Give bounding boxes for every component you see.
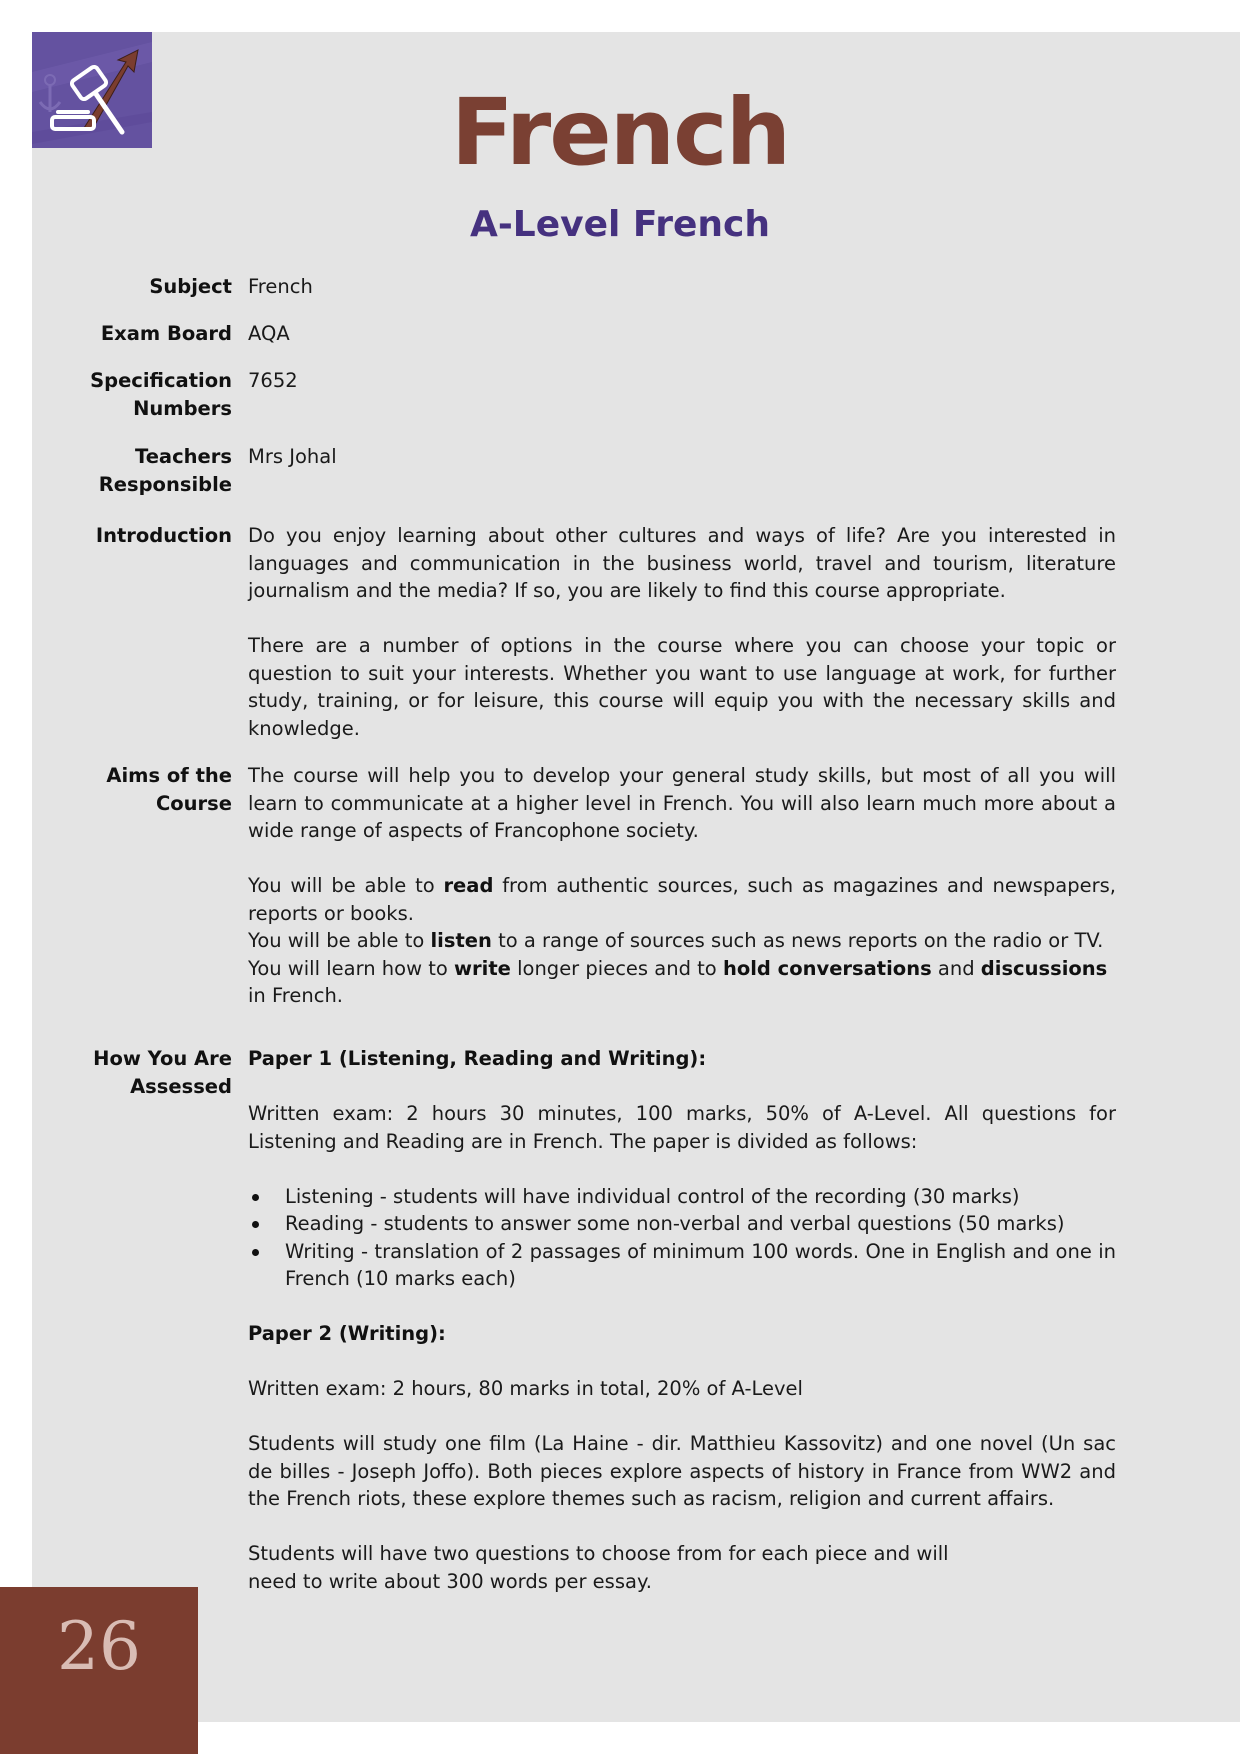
paper1-bullet: Reading - students to answer some non-verbal and verbal questions (50 marks) [248,1210,1116,1238]
introduction-label: Introduction [95,524,232,547]
aims-label [60,762,232,818]
introduction-paragraph: Do you enjoy learning about other cultures and ways of life? Are you interested in languages and communication in the business world, travel and tourism, literature journalism and the media? If so, you are likely to find this course appropriate. [248,524,1116,602]
page-title: French [450,79,790,186]
page-subtitle: A-Level French [470,204,770,245]
teachers-label [60,443,232,499]
assessment-body [248,1045,1116,1595]
exam-board-value: AQA [248,322,290,345]
aims-body [248,762,1116,1010]
paper1-heading: Paper 1 (Listening, Reading and Writing): [248,1047,707,1070]
specification-label-line2: Numbers [133,397,232,420]
paper2-heading: Paper 2 (Writing): [248,1322,446,1345]
teachers-label-line2: Responsible [98,473,232,496]
paper2-questions-line: need to write about 300 words per essay. [248,1569,652,1593]
introduction-body [248,522,1116,742]
aims-listen-line: You will be able to listen to a range of sources such as news reports on the radio or TV. [248,929,1104,952]
assessment-label-line1: How You Are [93,1047,232,1070]
paper1-bullet: Listening - students will have individual control of the recording (30 marks) [248,1183,1116,1211]
specification-value: 7652 [248,369,298,392]
aims-read-line: You will be able to read from authentic sources, such as magazines and newspapers, reports or books. [248,874,1116,925]
subject-label: Subject [149,275,232,298]
specification-label-line1: Specification [90,369,232,392]
assessment-label-line2: Assessed [130,1075,232,1098]
aims-paragraph: The course will help you to develop your general study skills, but most of all you will learn to communicate at a higher level in French. You will also learn much more about a wide range of aspects of Francophone society. [248,764,1116,842]
page-number: 26 [57,1608,141,1685]
paper1-bullet: Writing - translation of 2 passages of minimum 100 words. One in English and one in French (10 marks each) [248,1238,1116,1293]
introduction-paragraph: There are a number of options in the course where you can choose your topic or question to suit your interests. Whether you want to use language at work, for further study, training, or for leisure, this course will equip you with the necessary skills and knowledge. [248,634,1116,740]
teachers-value: Mrs Johal [248,445,337,468]
teachers-label-line1: Teachers [135,445,232,468]
paper2-description: Written exam: 2 hours, 80 marks in total, 20% of A-Level [248,1377,803,1400]
exam-board-label: Exam Board [100,322,232,345]
paper2-questions-line: Students will have two questions to choose from for each piece and will [248,1542,949,1565]
paper1-description: Written exam: 2 hours 30 minutes, 100 marks, 50% of A-Level. All questions for Listening and Reading are in French. The paper is divided as follows: [248,1102,1116,1153]
aims-write-line: You will learn how to write longer pieces and to hold conversations and discussions in French. [248,956,1108,1007]
assessment-label [60,1045,232,1101]
paper2-study-text: Students will study one film (La Haine - dir. Matthieu Kassovitz) and one novel (Un sac de billes - Joseph Joffo). Both pieces explore aspects of history in France from WW2 and the French riots, these explore themes such as racism, religion and current affairs. [248,1432,1116,1510]
aims-label-line2: Course [155,792,232,815]
specification-label [60,367,232,423]
subject-value: French [248,275,313,298]
aims-label-line1: Aims of the [106,764,232,787]
paper1-bullet-list [248,1183,1116,1293]
